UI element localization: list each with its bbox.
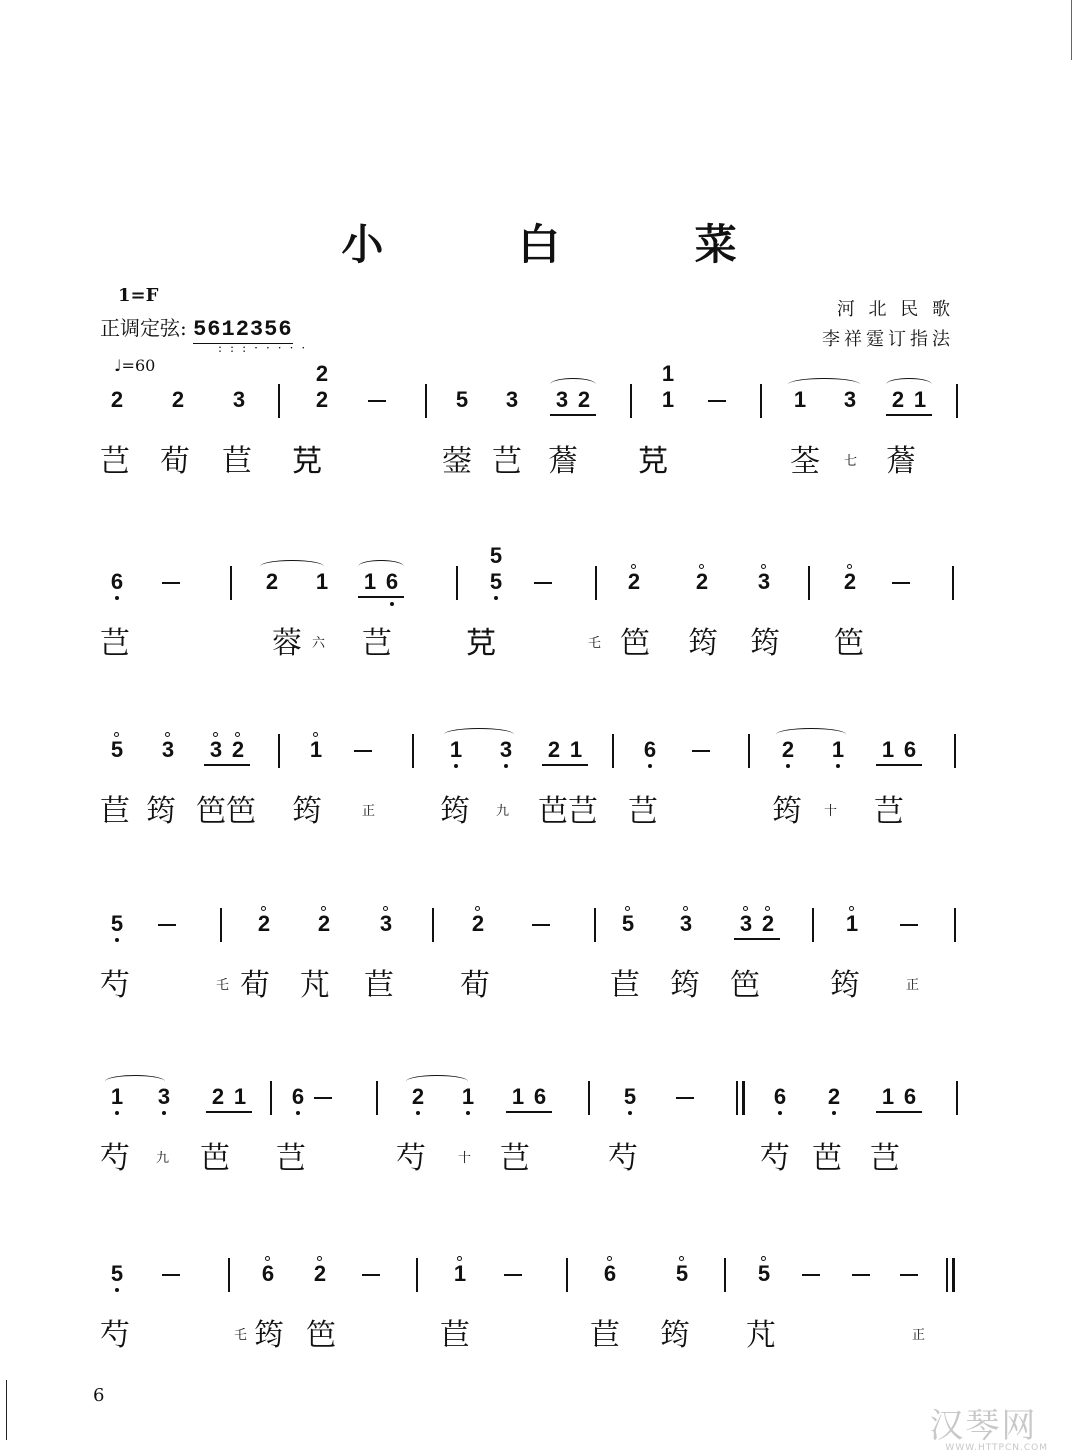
note: 6 (768, 1085, 792, 1109)
note: 3 (152, 1085, 176, 1109)
tab-char: 芍 (608, 1141, 638, 1176)
bar-line (724, 1258, 726, 1292)
score-system-3 (100, 738, 960, 888)
tab-char: 苣 (222, 444, 252, 479)
tab-char: 筠 (830, 968, 860, 1003)
note: 1 (840, 912, 864, 936)
tab-char: 笆 (834, 626, 864, 661)
tab-char: 七 (844, 454, 858, 469)
note: 1 (363, 569, 377, 594)
note: 2 (252, 912, 276, 936)
tab-char: 筠 (292, 794, 322, 829)
final-bar-line (952, 1258, 955, 1292)
note: 1 (913, 387, 927, 412)
sustain-dash (158, 924, 176, 926)
beam (204, 764, 250, 766)
notation-row (100, 1085, 960, 1141)
sustain-dash (368, 400, 386, 402)
bar-line (412, 734, 414, 768)
note: 3 (374, 912, 398, 936)
tablature-row (100, 792, 960, 842)
note: 1 (448, 1262, 472, 1286)
bar-line (416, 1258, 418, 1292)
sustain-dash (362, 1274, 380, 1276)
tab-char: 九 (496, 804, 510, 819)
beam (734, 938, 780, 940)
tab-char: 筠 (146, 794, 176, 829)
tab-char: 筠 (772, 794, 802, 829)
tablature-row (100, 1139, 960, 1189)
fingering-arranger: 李祥霆订指法 (822, 329, 954, 350)
notation-row (100, 1262, 960, 1318)
tab-char: 苣 (100, 794, 130, 829)
note: 3 (734, 912, 758, 936)
tab-char: 筠 (750, 626, 780, 661)
note: 2 (312, 912, 336, 936)
beam (506, 1111, 552, 1113)
bar-line (270, 1081, 272, 1115)
bar-line (812, 908, 814, 942)
note: 2 (547, 737, 561, 762)
note: 2 (622, 570, 646, 594)
note: 2 (822, 1085, 846, 1109)
tab-char: 芑 (362, 626, 392, 661)
note: 1 (456, 1085, 480, 1109)
note: 1 (444, 738, 468, 762)
note: 3 (505, 387, 519, 412)
bar-line (612, 734, 614, 768)
bar-line (954, 734, 956, 768)
scan-edge-mark (6, 1380, 7, 1440)
sustain-dash (900, 1274, 918, 1276)
key-signature: 1=F (118, 285, 159, 306)
note: 6 (380, 570, 404, 594)
note: 1 (793, 387, 807, 412)
tab-char: 十 (458, 1151, 472, 1166)
sustain-dash (504, 1274, 522, 1276)
tab-char: 芑 (870, 1141, 900, 1176)
tab-char: 芑 (874, 794, 904, 829)
note: 1 (315, 569, 329, 594)
note: 6 (286, 1085, 310, 1109)
note: 5 5 (484, 570, 508, 594)
tuning-line (100, 312, 313, 354)
bar-line (278, 384, 280, 418)
tab-char: 荀 (240, 968, 270, 1003)
bar-line (808, 566, 810, 600)
tab-char: 荃 (790, 444, 820, 479)
tab-char: 芍 (100, 1141, 130, 1176)
tab-char: 𦬺 (638, 444, 668, 479)
sustain-dash (314, 1097, 332, 1099)
sustain-dash (852, 1274, 870, 1276)
bar-line (594, 908, 596, 942)
note: 2 (466, 912, 490, 936)
note: 3 (555, 387, 569, 412)
tablature-row (100, 1316, 960, 1366)
note: 1 (569, 737, 583, 762)
bar-line (278, 734, 280, 768)
bar-line (748, 734, 750, 768)
page-number: 6 (93, 1385, 105, 1406)
note: 2 (756, 912, 780, 936)
bar-line (425, 384, 427, 418)
tab-char: 正 (912, 1328, 926, 1343)
sustain-dash (162, 1274, 180, 1276)
sustain-dash (354, 750, 372, 752)
scan-edge-mark (1071, 0, 1072, 60)
tab-char: 薝 (548, 444, 578, 479)
bar-line (566, 1258, 568, 1292)
tab-char: 蓥 (442, 444, 472, 479)
note: 5 (670, 1262, 694, 1286)
bar-line (220, 908, 222, 942)
song-origin: 河 北 民 歌 (836, 299, 954, 320)
tab-char: 芭 (200, 1141, 230, 1176)
tablature-row (100, 442, 960, 492)
beam (206, 1111, 252, 1113)
bar-line (630, 384, 632, 418)
tempo-marking: ♩=60 (114, 356, 156, 375)
notation-row (100, 543, 960, 626)
tab-char: 筠 (440, 794, 470, 829)
tab-char: 荀 (160, 444, 190, 479)
tuning-octave-dots: :::····· (218, 341, 314, 355)
tab-char: 筠 (254, 1318, 284, 1353)
note: 3 (843, 387, 857, 412)
sustain-dash (692, 750, 710, 752)
tab-char: 芍 (760, 1141, 790, 1176)
tab-char: 苣 (590, 1318, 620, 1353)
chord-note: 1 (661, 361, 675, 386)
sustain-dash (534, 582, 552, 584)
note: 6 (256, 1262, 280, 1286)
tab-char: 筠 (670, 968, 700, 1003)
tab-char: 芑 (500, 1141, 530, 1176)
tab-char: 芑 (100, 626, 130, 661)
note: 1 (881, 1084, 895, 1109)
note: 5 (618, 1085, 642, 1109)
sustain-dash (802, 1274, 820, 1276)
note: 1 (233, 1084, 247, 1109)
note: 5 (616, 912, 640, 936)
note: 3 (752, 570, 776, 594)
tab-char: 荀 (460, 968, 490, 1003)
repeat-bar-line (736, 1081, 738, 1115)
note: 2 (891, 387, 905, 412)
tab-char: 芭 (538, 794, 568, 829)
tab-char: 苣 (610, 968, 640, 1003)
bar-line (954, 908, 956, 942)
sustain-dash (892, 582, 910, 584)
bar-line (760, 384, 762, 418)
tablature-row (100, 966, 960, 1016)
tab-char: 筠 (660, 1318, 690, 1353)
sustain-dash (708, 400, 726, 402)
note: 2 (211, 1084, 225, 1109)
tab-char: 芍 (100, 1318, 130, 1353)
tab-char: 芑 (628, 794, 658, 829)
note: 1 1 (656, 388, 680, 412)
sustain-dash (900, 924, 918, 926)
tab-char: 笆 (306, 1318, 336, 1353)
chord-note: 2 (315, 361, 329, 386)
note: 2 (226, 738, 250, 762)
bar-line (952, 566, 954, 600)
tab-char: 笆 (620, 626, 650, 661)
tab-char: 𦬺 (466, 626, 496, 661)
tab-char: 乇 (588, 636, 602, 651)
note: 6 (638, 738, 662, 762)
tab-char: 芑 (492, 444, 522, 479)
tab-char: 芃 (300, 968, 330, 1003)
note: 2 (406, 1085, 430, 1109)
note: 2 (171, 387, 185, 412)
beam (876, 1111, 922, 1113)
tab-char: 芑 (276, 1141, 306, 1176)
tab-char: 芭 (812, 1141, 842, 1176)
tab-char: 芑 (100, 444, 130, 479)
note: 6 (903, 1084, 917, 1109)
song-title: 小 白 菜 (341, 220, 797, 269)
note: 6 (903, 737, 917, 762)
note: 2 (308, 1262, 332, 1286)
note: 3 (232, 387, 246, 412)
site-watermark: 汉琴网 WWW.HTTPCN.COM (929, 1406, 1048, 1453)
tab-char: 笆 (196, 794, 226, 829)
score-system-6 (100, 1262, 960, 1412)
note: 1 (511, 1084, 525, 1109)
bar-line (228, 1258, 230, 1292)
final-bar-line (946, 1258, 948, 1292)
notation-row (100, 912, 960, 968)
note: 2 (265, 569, 279, 594)
note: 3 (674, 912, 698, 936)
bar-line (595, 566, 597, 600)
tab-char: 芍 (396, 1141, 426, 1176)
tuning-notes: 5612356 (193, 317, 293, 342)
tab-char: 九 (156, 1151, 170, 1166)
repeat-bar-line (742, 1081, 745, 1115)
note: 5 (455, 387, 469, 412)
tab-char: 蓉 (272, 626, 302, 661)
note: 2 (776, 738, 800, 762)
note: 6 (105, 570, 129, 594)
tab-char: 笆 (226, 794, 256, 829)
note: 6 (533, 1084, 547, 1109)
note: 2 (838, 570, 862, 594)
tab-char: 十 (824, 804, 838, 819)
tab-char: 苣 (364, 968, 394, 1003)
tab-char: 𦬺 (292, 444, 322, 479)
note: 5 (752, 1262, 776, 1286)
bar-line (376, 1081, 378, 1115)
tab-char: 正 (362, 804, 376, 819)
note: 3 (204, 738, 228, 762)
score-system-2 (100, 543, 960, 720)
tab-char: 薝 (886, 444, 916, 479)
note: 5 (105, 738, 129, 762)
beam (550, 414, 596, 416)
tab-char: 笆 (730, 968, 760, 1003)
tab-char: 正 (906, 978, 920, 993)
tuning-label: 正调定弦: (100, 316, 187, 340)
sustain-dash (532, 924, 550, 926)
notation-row (100, 738, 960, 794)
bar-line (956, 1081, 958, 1115)
tab-char: 芃 (746, 1318, 776, 1353)
tab-char: 苣 (440, 1318, 470, 1353)
tab-char: 乇 (216, 978, 230, 993)
note: 6 (598, 1262, 622, 1286)
sustain-dash (676, 1097, 694, 1099)
note: 3 (494, 738, 518, 762)
note: 2 (110, 387, 124, 412)
note: 5 (105, 912, 129, 936)
beam (876, 764, 922, 766)
tab-char: 芍 (100, 968, 130, 1003)
note: 1 (105, 1085, 129, 1109)
note: 3 (156, 738, 180, 762)
score-header-left (100, 285, 313, 375)
bar-line (956, 384, 958, 418)
note: 2 (577, 387, 591, 412)
note: 1 (826, 738, 850, 762)
bar-line (432, 908, 434, 942)
tab-char: 六 (312, 636, 326, 651)
sustain-dash (162, 582, 180, 584)
tab-char: 筠 (688, 626, 718, 661)
score-system-5 (100, 1085, 960, 1235)
note: 5 (105, 1262, 129, 1286)
bar-line (230, 566, 232, 600)
tab-char: 乇 (234, 1328, 248, 1343)
bar-line (456, 566, 458, 600)
tablature-row (100, 624, 960, 674)
note: 2 2 (310, 388, 334, 412)
score-system-4 (100, 912, 960, 1062)
note: 1 (881, 737, 895, 762)
beam (358, 596, 404, 598)
note: 2 (690, 570, 714, 594)
tab-char: 芑 (568, 794, 598, 829)
beam (886, 414, 932, 416)
score-header-right (822, 295, 954, 355)
note: 1 (304, 738, 328, 762)
beam (542, 764, 588, 766)
bar-line (588, 1081, 590, 1115)
